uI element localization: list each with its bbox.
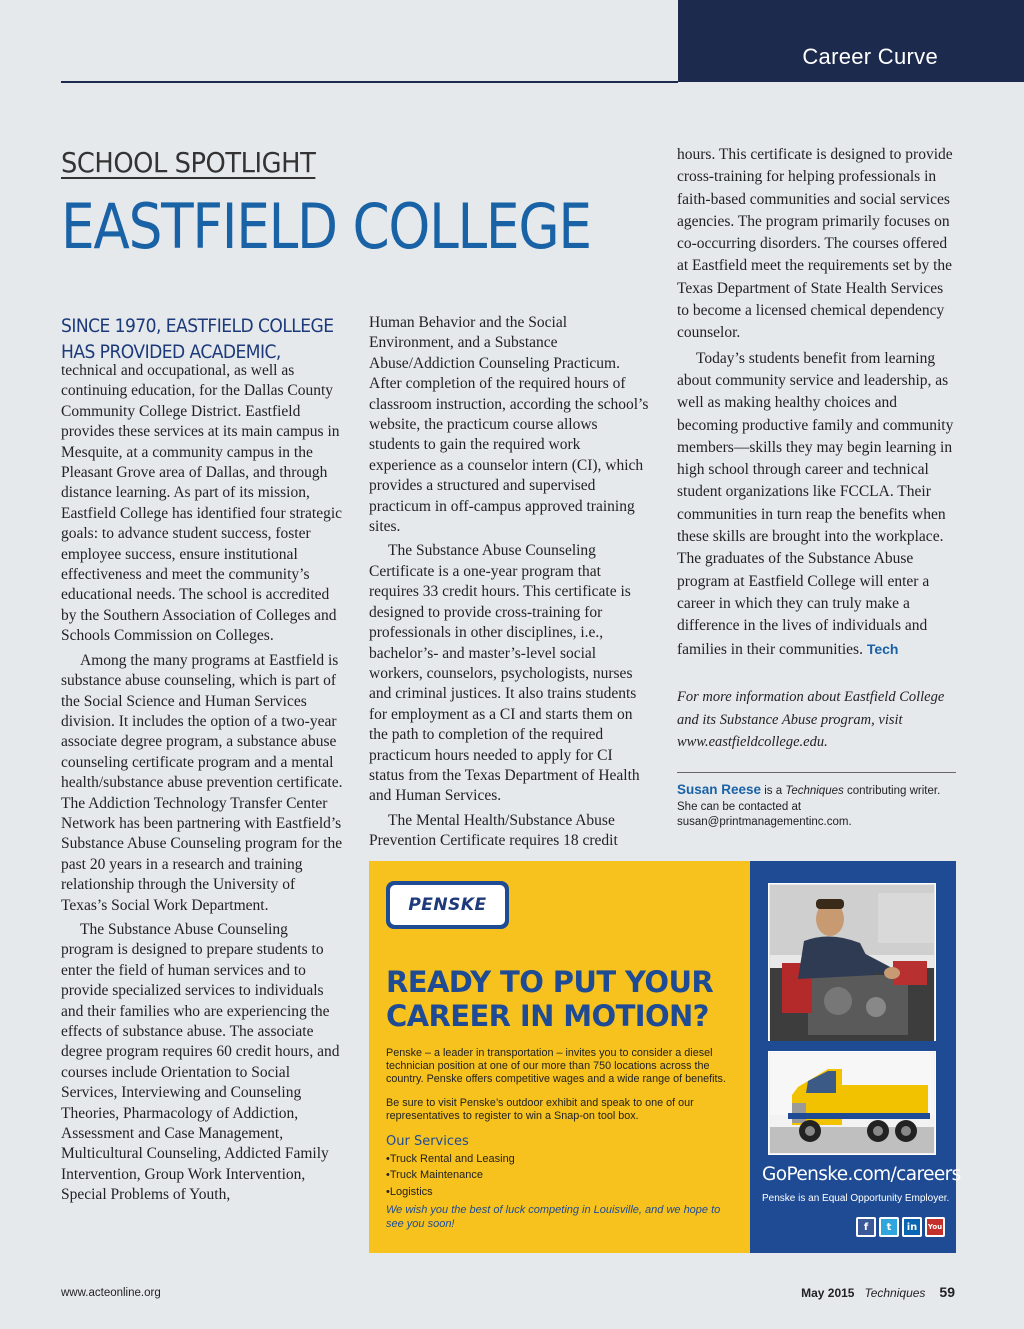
- linkedin-icon[interactable]: in: [902, 1217, 922, 1237]
- paragraph: technical and occupational, as well as continuing education, for the Dallas County Community College District. Eastfield provides these services at its main campus in Mesquite, at a community campus in the Pleasant Grove area of Dallas, and through distance learning. As part of its mission, Eastfield College has identified four strategic goals: to advance student success, foster employee success, ensure institutional effectiveness and meet the community’s educational needs. The school is accredited by the Southern Association of Colleges and Schools Commission on Colleges.: [61, 362, 343, 645]
- paragraph: The Mental Health/Substance Abuse Prevention Certificate requires 18 credit: [369, 811, 618, 850]
- article-title: EASTFIELD COLLEGE: [61, 190, 591, 263]
- paragraph: hours. This certificate is designed to provide cross-training for helping professionals in faith-based communities and social services agencies. The program primarily focuses on co-occurring disorders. The courses offered at Eastfield meet the requirements set by the Texas Department of State Health Services to become a licensed chemical dependency counselor.: [677, 146, 953, 342]
- issue-date: May 2015: [801, 1286, 855, 1300]
- article-column-2: [369, 313, 651, 852]
- author-name: Susan Reese: [677, 782, 762, 797]
- careers-url[interactable]: GoPenske.com/careers: [762, 1164, 961, 1185]
- service-item: • Logistics: [386, 1184, 515, 1200]
- paragraph: The Substance Abuse Counseling program is designed to prepare students to enter the field of human services and to provide specialized services to individuals and their families who are experiencing the effects of substance abuse. The associate degree program requires 60 credit hours, and courses include Orientation to Social Services, Interviewing and Counseling Theories, Pharmacology of Addiction, Assessment and Case Management, Multicultural Counseling, Addicted Family Intervention, Group Work Intervention, Special Problems of Youth,: [61, 920, 340, 1204]
- article-kicker: SCHOOL SPOTLIGHT: [61, 146, 316, 179]
- penske-advertisement: [369, 861, 961, 1253]
- footer-website: www.acteonline.org: [61, 1287, 161, 1299]
- ad-image-panel: [750, 861, 961, 1253]
- penske-logo: [386, 881, 509, 929]
- page-number: 59: [939, 1284, 955, 1300]
- social-icons: [856, 1217, 945, 1237]
- paragraph: The Substance Abuse Counseling Certificate is a one-year program that requires 33 credit hours. This certificate is designed to provide cross-training for professionals in other disciplines, i.e., bachelor’s- and master’s-level social workers, counselors, psychologists, nurses and criminal justices. It also trains students for employment as a CI and starts them on the path to completion of the required practicum hours needed to apply for CI status from the Texas Department of Health and Human Services.: [369, 542, 640, 805]
- logo-text: PENSKE: [390, 885, 505, 925]
- article-lead: SINCE 1970, EASTFIELD COLLEGE HAS PROVIDED ACADEMIC,: [61, 315, 334, 363]
- more-info: For more information about Eastfield College and its Substance Abuse program, visit www.eastfieldcollege.edu.: [677, 689, 945, 750]
- paragraph: Among the many programs at Eastfield is substance abuse counseling, which is part of the Social Science and Human Services division. It includes the option of a two-year associate degree program, a substance abuse counseling certificate program and a mental health/substance abuse prevention certificate. The Addiction Technology Transfer Center Network has been partnering with Eastfield’s Substance Abuse Counseling program for the past 20 years in a research and training relationship through the University of Texas’s Social Work Department.: [61, 651, 343, 914]
- equal-opportunity-note: Penske is an Equal Opportunity Employer.: [762, 1193, 950, 1204]
- header-rule: [61, 81, 678, 83]
- service-item: • Truck Rental and Leasing: [386, 1151, 515, 1167]
- footer-folio: [801, 1284, 955, 1300]
- section-label: Career Curve: [802, 44, 938, 69]
- ad-paragraph: Be sure to visit Penske’s outdoor exhibit and speak to one of our representatives to register to win a Snap-on tool box.: [386, 1096, 694, 1122]
- article-column-3: [677, 144, 959, 661]
- ad-closing: We wish you the best of luck competing in Louisville, and we hope to see you soon!: [386, 1204, 721, 1230]
- publication-name: Techniques: [785, 785, 844, 797]
- paragraph: [677, 348, 959, 661]
- ad-headline: READY TO PUT YOUR CAREER IN MOTION?: [386, 965, 714, 1033]
- article-column-1: [61, 313, 343, 1206]
- technician-photo: [768, 883, 936, 1041]
- youtube-icon[interactable]: You: [925, 1217, 945, 1237]
- paragraph: Human Behavior and the Social Environment, and a Substance Abuse/Addiction Counseling Practicum. After completion of the required hours of classroom instruction, according the school’s website, the practicum course allows students to gain the required work experience as a counselor intern (CI), which provides a structured and supervised practicum in off-campus approved training sites.: [369, 314, 649, 536]
- magazine-name: Techniques: [864, 1286, 926, 1300]
- bio-text: contributing writer. She can be contacted at susan@printmanagementinc.com.: [677, 785, 941, 828]
- paragraph-text: Today’s students benefit from learning about community service and leadership, as well as making healthy choices and becoming productive family and community members—skills they may begin learning in high school through career and technical student organizations like FCCLA. Their communities in turn reap the benefits when these skills are brought into the workplace. The graduates of the Substance Abuse program at Eastfield College will enter a career in which they can truly make a difference in the lives of individuals and families in their communities.: [677, 349, 954, 658]
- ad-body: [386, 1047, 736, 1123]
- twitter-icon[interactable]: t: [879, 1217, 899, 1237]
- ad-paragraph: Penske – a leader in transportation – invites you to consider a diesel technician position at one of our more than 750 locations across the country. Penske offers competitive wages and a wide range of benefits.: [386, 1047, 726, 1086]
- ad-text-panel: [369, 861, 750, 1253]
- bio-text: is a: [761, 785, 786, 797]
- services-title: Our Services: [386, 1134, 469, 1149]
- services-list: [386, 1151, 515, 1200]
- author-bio: [677, 782, 957, 831]
- service-item: • Truck Maintenance: [386, 1167, 515, 1183]
- facebook-icon[interactable]: f: [856, 1217, 876, 1237]
- end-mark: Tech: [866, 640, 899, 657]
- truck-photo: [768, 1051, 936, 1155]
- byline-divider: [677, 772, 956, 773]
